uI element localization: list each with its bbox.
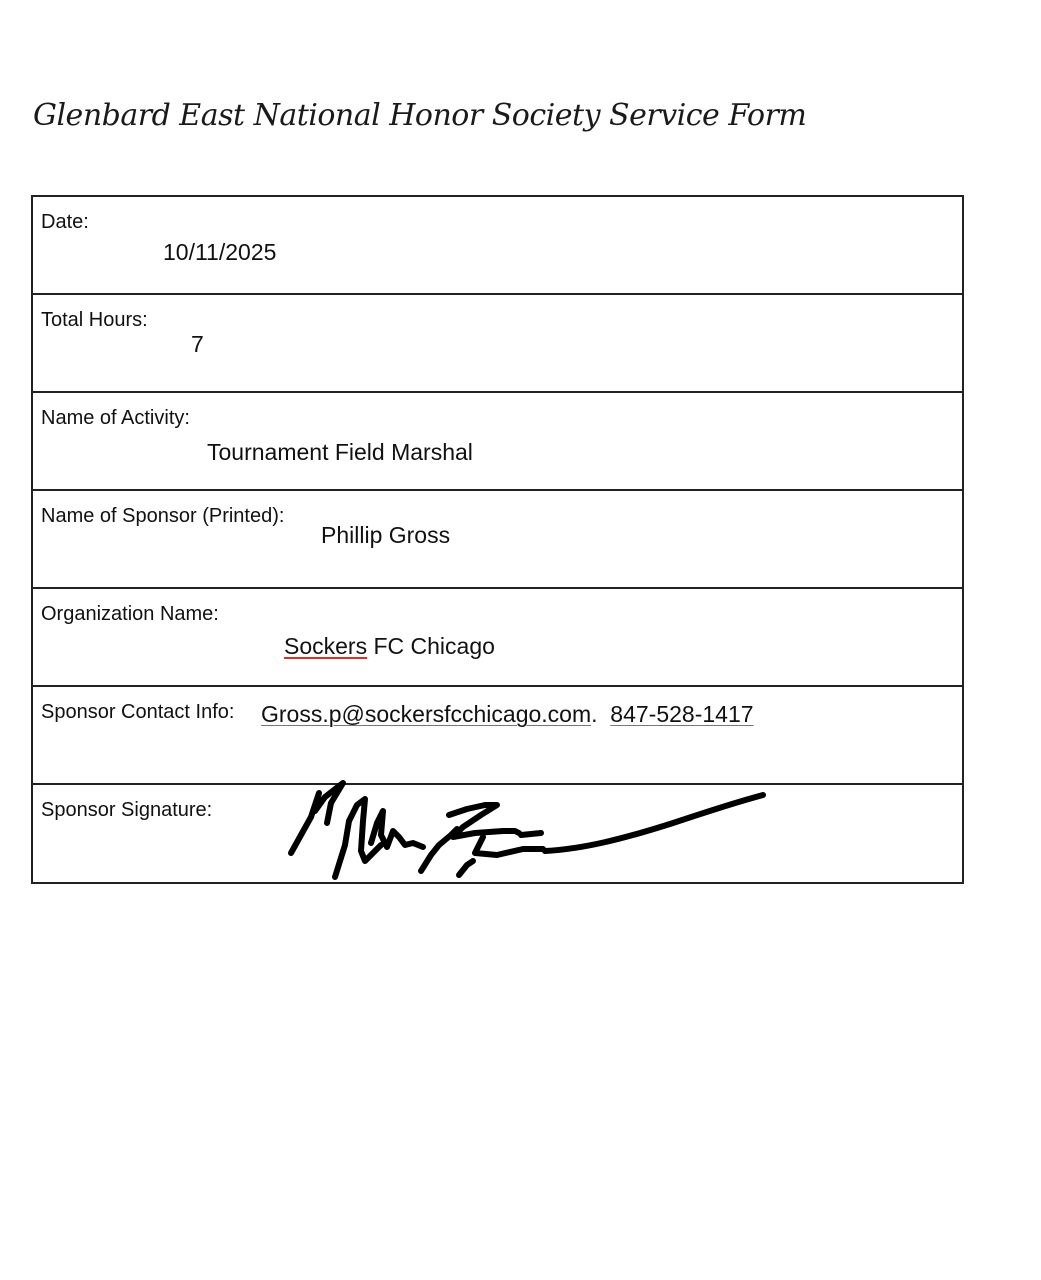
row-activity — [33, 393, 962, 491]
total-hours-label: Total Hours: — [41, 309, 148, 331]
organization-value[interactable] — [284, 633, 495, 660]
signature-image — [253, 775, 753, 887]
row-sponsor-name — [33, 491, 962, 589]
row-contact — [33, 687, 962, 785]
row-date — [33, 197, 962, 295]
activity-value[interactable]: Tournament Field Marshal — [207, 439, 473, 465]
date-value[interactable]: 10/11/2025 — [163, 239, 277, 265]
total-hours-value[interactable]: 7 — [191, 331, 204, 357]
activity-label: Name of Activity: — [41, 407, 190, 429]
sponsor-name-label: Name of Sponsor (Printed): — [41, 505, 285, 527]
contact-value[interactable] — [261, 701, 754, 728]
phone-link[interactable]: 847-528-1417 — [610, 701, 754, 727]
row-organization — [33, 589, 962, 687]
signature-label: Sponsor Signature: — [41, 799, 213, 821]
contact-separator: . — [591, 701, 611, 727]
row-total-hours — [33, 295, 962, 393]
date-label: Date: — [41, 211, 89, 233]
contact-label: Sponsor Contact Info: — [41, 701, 235, 723]
spellcheck-word: Sockers — [284, 633, 368, 659]
row-signature — [33, 785, 962, 882]
email-link[interactable]: Gross.p@sockersfcchicago.com — [261, 701, 592, 727]
form-title: Glenbard East National Honor Society Service Form — [33, 98, 807, 133]
organization-label: Organization Name: — [41, 603, 219, 625]
sponsor-name-value[interactable]: Phillip Gross — [321, 522, 451, 548]
service-form-table — [31, 195, 964, 884]
organization-value-rest: FC Chicago — [367, 633, 495, 659]
